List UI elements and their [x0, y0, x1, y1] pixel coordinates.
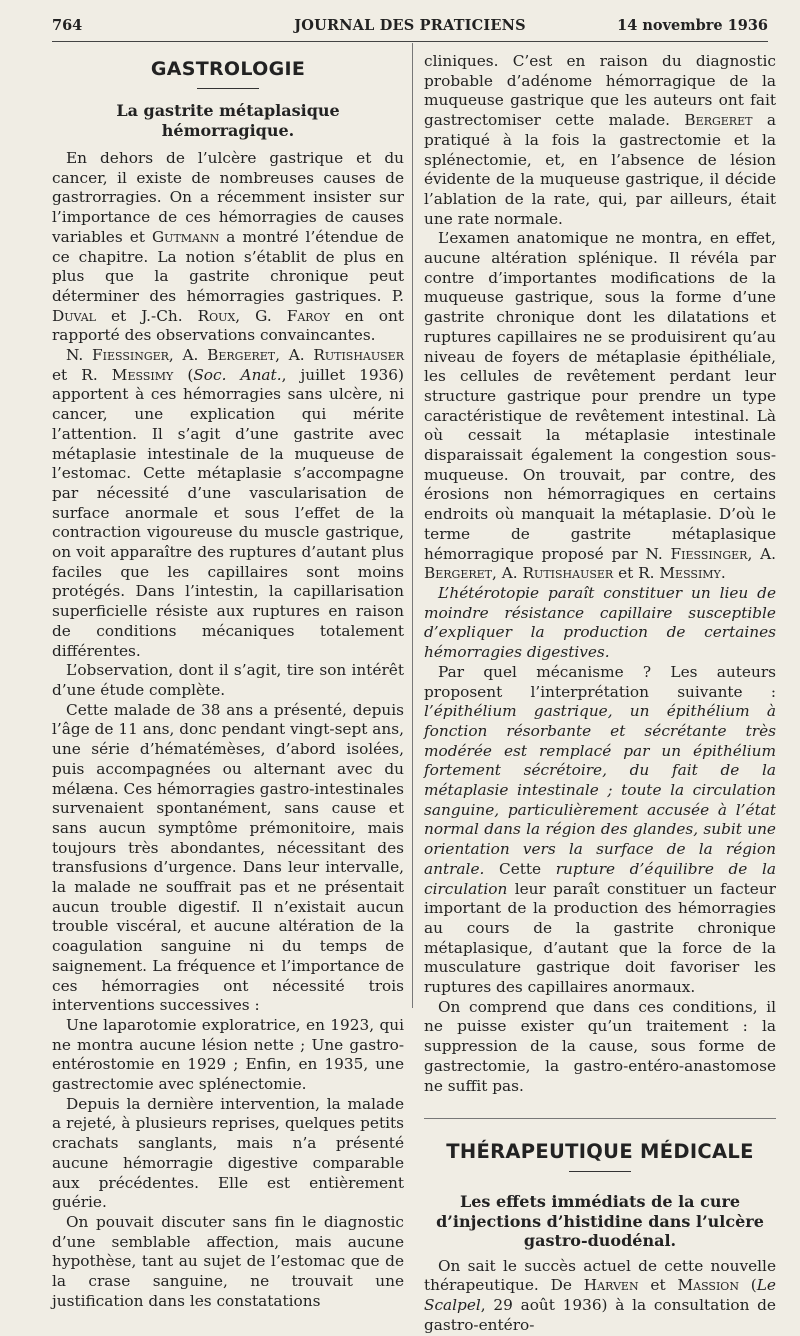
section-break: [424, 1118, 776, 1335]
text-run: Cette malade de 38 ans a présenté, depuis l’âge de 11 ans, donc pendant vingt-sept ans, une série d’hématémèses, d’abord isolées, puis accompagnées ou alternant avec du mélæna. Ces hémorragies gastro-intestinales survenaient spontanément, sans cause et sans aucun symptôme prémonitoire, mais toujours très abondantes, nécessitant des transfusions d’urgence. Dans leur intervalle, la malade ne souffrait pas et ne présentait aucun trouble digestif. Il n’existait aucun trouble viscéral, et aucune altération de la coagulation sanguine ni du temps de saignement. La fréquence et l’importance de ces hémorragies ont nécessité trois interventions successives :: [52, 700, 405, 1015]
paragraph: [52, 1016, 404, 1095]
text-run: En dehors de l’ulcère gastrique et du cancer, il existe de nombreuses causes de gastrorragies. On a récemment insister sur l’importance de ces hémorragies de causes variables et: [52, 149, 404, 246]
article-title-gastrite: La gastrite métaplasique hémorragique.: [116, 101, 340, 140]
page-number: 764: [52, 17, 83, 34]
paragraph: [424, 663, 776, 998]
text-run: (: [173, 365, 194, 384]
italic-text: L’hétérotopie paraît constituer un lieu de moindre résistance capillaire susceptible d’expliquer la production de certaines hémorragies digestives.: [424, 583, 776, 662]
author-name: Bergeret: [684, 111, 753, 130]
paragraph: [424, 584, 776, 663]
text-run: , A.: [168, 346, 208, 365]
text-run: cliniques. C’est en raison du diagnostic probable d’adénome hémorragique de la muqueuse gastrique que les auteurs ont fait gastrectomiser cette malade.: [424, 52, 776, 130]
paragraph: [52, 1095, 404, 1213]
text-run: et: [638, 1276, 678, 1295]
paragraph: [52, 701, 404, 1016]
text-run: et J.-Ch.: [95, 306, 198, 325]
text-run: On sait le succès actuel de cette nouvelle thérapeutique. De: [424, 1256, 776, 1295]
title-underline: [569, 1171, 631, 1172]
text-run: Depuis la dernière intervention, la malade a rejeté, à plusieurs reprises, quelques petits crachats sanglants, mais n’a présenté aucune hémorragie digestive comparable aux précédentes. Elle est entièrement guérie.: [52, 1094, 404, 1212]
text-run: On pouvait discuter sans fin le diagnostic d’une semblable affection, mais aucune hypothèse, tant au sujet de l’estomac que de la crase sanguine, ne trouvait une justification dans les constatations: [52, 1212, 404, 1310]
author-name: Fiessinger: [670, 544, 748, 563]
author-name: Rutishauser: [522, 564, 614, 583]
author-name: Fiessinger: [91, 346, 169, 365]
text-run: , A.: [492, 564, 523, 583]
author-name: Messimy: [111, 365, 174, 384]
italic-text: l’épithélium gastrique, un épithélium à fonction résorbante et sécrétante très modérée est remplacé par un épithélium fortement sécrétoire, du fait de la métaplasie intestinale ; toute la circulation sanguine, particulièrement accusée à l’état normal dans la région des glandes, subit une orientation vers la surface de la région antrale.: [424, 702, 776, 878]
author-name: Messimy: [659, 564, 721, 583]
paragraph: [424, 998, 776, 1097]
italic-text: Soc. Anat.: [193, 365, 282, 384]
paragraph: [424, 52, 776, 229]
text-run: leur paraît constituer un facteur important de la production des hémorragies au cours de la gastrite chronique métaplasique, d’autant que la force de la musculature gastrique doit favoriser les ruptures des capillaires anormaux.: [424, 879, 776, 997]
text-run: a pratiqué à la fois la gastrectomie et la splénectomie, et, en l’absence de lésion évidente de la muqueuse gastrique, il décide l’ablation de la rate, qui, par ailleurs, était une rate normale.: [424, 111, 777, 228]
text-run: , juillet 1936) apportent à ces hémorragies sans ulcère, ni cancer, une explication qui mérite l’attention. Il s’agit d’une gastrite avec métaplasie intestinale de la muqueuse de l’estomac. Cette métaplasie s’accompagne par nécessité d’une vascularisation de surface anormale et sous l’effet de la contraction vigoureuse du muscle gastrique, on voit apparaître des ruptures d’autant plus faciles que les capillaires sont moins protégés. Dans l’intestin, la capillarisation superficielle résiste aux ruptures en raison de conditions mécaniques totalement différentes.: [52, 365, 404, 660]
right-column: [424, 52, 776, 1336]
text-run: N.: [66, 346, 92, 365]
paragraph: [424, 1257, 776, 1336]
text-run: en ont rapporté des observations convaincantes.: [52, 306, 404, 345]
author-name: Bergeret: [207, 346, 276, 365]
paragraph: [52, 149, 404, 346]
article-title-histidine: Les effets immédiats de la cure d’injections d’histidine dans l’ulcère gastro-duodénal.: [436, 1192, 764, 1251]
text-run: (: [738, 1276, 757, 1295]
title-underline: [197, 88, 259, 89]
section-title-gastrologie: GASTROLOGIE: [150, 58, 306, 80]
text-run: On comprend que dans ces conditions, il ne puisse exister qu’un traitement : la suppression de la cause, sous forme de gastrectomie, la gastro-entéro-anastomose ne suffit pas.: [424, 997, 776, 1095]
journal-title: JOURNAL DES PRATICIENS: [294, 17, 526, 34]
text-run: Par quel mécanisme ? Les auteurs proposent l’interprétation suivante :: [424, 662, 776, 701]
italic-text: Le Scalpel: [424, 1276, 776, 1315]
text-run: Une laparotomie exploratrice, en 1923, qui ne montra aucune lésion nette ; Une gastro-entérostomie en 1929 ; Enfin, en 1935, une gastrectomie avec splénectomie.: [52, 1015, 404, 1094]
running-head: [52, 14, 768, 36]
text-run: L’observation, dont il s’agit, tire son intérêt d’une étude complète.: [52, 661, 404, 699]
author-name: Harven: [583, 1276, 639, 1295]
author-name: Rutishauser: [313, 346, 404, 365]
text-run: a montré l’étendue de ce chapitre. La notion s’établit de plus en plus que la gastrite chronique peut déterminer des hémorragies gastriques. P.: [52, 227, 404, 305]
author-name: Duval: [52, 306, 96, 325]
issue-date: 14 novembre 1936: [617, 17, 768, 34]
text-run: Cette: [484, 859, 556, 878]
paragraph: [52, 346, 404, 661]
author-name: Roux: [197, 306, 236, 325]
italic-text: rupture d’équilibre de la circulation: [424, 859, 776, 898]
paragraph: [424, 229, 776, 584]
text-run: , G.: [235, 306, 287, 325]
text-run: , 29 août 1936) à la consultation de gastro-entéro-: [424, 1296, 776, 1334]
column-divider: [412, 43, 413, 1008]
author-name: Massion: [677, 1276, 739, 1295]
author-name: Gutmann: [151, 227, 220, 246]
section-title-therapeutique: THÉRAPEUTIQUE MÉDICALE: [446, 1140, 754, 1164]
author-name: Faroy: [286, 306, 330, 325]
text-run: , A.: [747, 544, 777, 563]
left-column: [52, 52, 404, 1311]
paragraph: [52, 1213, 404, 1312]
text-run: et R.: [52, 365, 112, 384]
text-run: et R.: [613, 564, 660, 583]
header-rule: [52, 41, 768, 42]
text-run: , A.: [275, 346, 314, 365]
paragraph: [52, 661, 404, 700]
author-name: Bergeret: [424, 564, 493, 583]
text-run: L’examen anatomique ne montra, en effet, aucune altération splénique. Il révéla par contre d’importantes modifications de la muqueuse gastrique, sous la forme d’une gastrite chronique dont les dilatations et ruptures capillaires ne se produisirent qu’au niveau de foyers de métaplasie épithéliale, les cellules de revêtement perdant leur structure gastrique pour prendre un type caractéristique de revêtement intestinal. Là où cessait la métaplasie intestinale disparaissait également la congestion sous-muqueuse. On trouvait, par contre, des érosions non hémorragiques en certains endroits où manquait la métaplasie. D’où le terme de gastrite métaplasique hémorragique proposé par N.: [424, 229, 776, 563]
text-run: .: [720, 564, 726, 583]
